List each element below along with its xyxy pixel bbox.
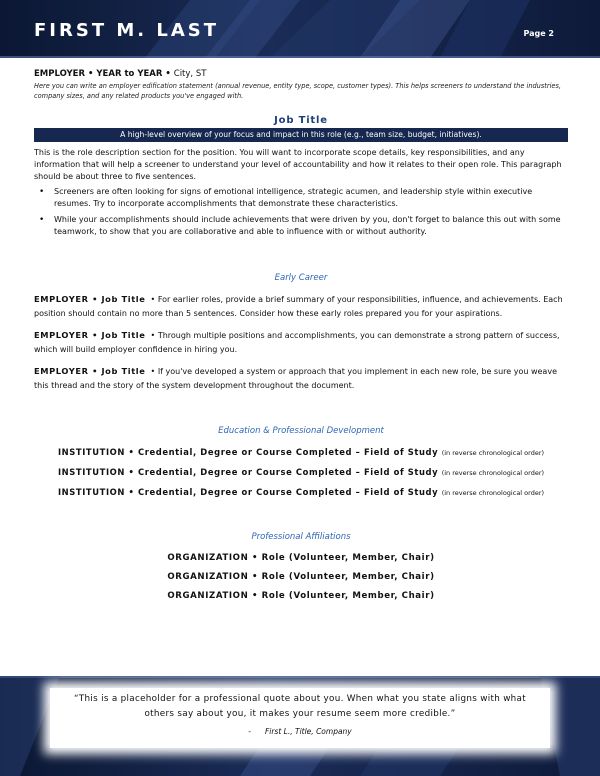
attribution-dash: -	[248, 727, 251, 736]
accomplishment-bullet: • Screeners are often looking for signs of emotional intelligence, strategic acumen, and leadership style within executive resumes. Try to incorporate accomplishments that demonstrate these characteristics.	[54, 186, 568, 210]
early-career-text: Through multiple positions and accomplishments, you can demonstrate a strong pattern of success, which will build employer confidence in hiring you.	[34, 331, 560, 354]
role-description: This is the role description section for the position. You will want to incorporate scope details, key responsibilities, and any information that will help a screener to understand your level of accountability and how it relates to their open role. This paragraph should be about three to five sentences.	[34, 148, 562, 181]
employment-dates: YEAR to YEAR	[96, 69, 163, 79]
education-item	[34, 462, 568, 482]
affiliation-item: ORGANIZATION • Role (Volunteer, Member, Chair)	[167, 572, 435, 582]
employer-name: EMPLOYER	[34, 69, 86, 79]
early-career-entry: EMPLOYER • Job Title • For earlier roles, provide a brief summary of your responsibilities, influence, and achievements. Each position should contain no more than 5 sentences. Consider how these early roles prepared you for your aspirations.	[34, 294, 563, 318]
role-overview-bar: A high-level overview of your focus and impact in this role (e.g., team size, budget, initiatives).	[34, 128, 568, 142]
education-note: (in reverse chronological order)	[441, 449, 545, 457]
early-career-entry: EMPLOYER • Job Title • Through multiple positions and accomplishments, you can demonstrate a strong pattern of success, which will build employer confidence in hiring you.	[34, 330, 560, 354]
candidate-name: FIRST M. LAST	[34, 20, 220, 41]
early-career-lead: EMPLOYER • Job Title	[34, 330, 146, 340]
edification-statement: Here you can write an employer edification statement (annual revenue, entity type, scope, customer types). This helps screeners to understand the industries, company sizes, and any related products you've engaged with.	[34, 82, 562, 100]
employer-city: City, ST	[173, 69, 207, 79]
early-career-lead: EMPLOYER • Job Title	[34, 366, 146, 376]
accomplishment-bullet: • While your accomplishments should include achievements that were driven by you, don't forget to balance this out with some teamwork, to show that you are collaborative and able to influence with or without authority.	[54, 214, 568, 238]
affiliation-item: ORGANIZATION • Role (Volunteer, Member, Chair)	[167, 591, 435, 601]
early-career-text: If you've developed a system or approach that you implement in each new role, be sure you weave this thread and the story of the system development throughout the document.	[34, 367, 557, 390]
education-credential: INSTITUTION • Credential, Degree or Course Completed – Field of Study	[57, 467, 439, 477]
quote-attribution	[50, 727, 550, 736]
education-note: (in reverse chronological order)	[441, 489, 545, 497]
education-credential: INSTITUTION • Credential, Degree or Course Completed – Field of Study	[57, 447, 439, 457]
footer-banner	[0, 676, 600, 776]
professional-quote: “This is a placeholder for a professional quote about you. When what you state aligns with what others say about you, it makes your resume seem more credible.”	[73, 694, 527, 719]
job-title: Job Title	[274, 115, 328, 126]
early-career-text: For earlier roles, provide a brief summary of your responsibilities, influence, and achievements. Each position should contain no more than 5 sentences. Consider how these early roles prepared you for your aspirations.	[34, 295, 563, 318]
resume-body	[34, 69, 568, 606]
page-number: Page 2	[523, 29, 554, 38]
header-banner	[0, 0, 600, 58]
education-note: (in reverse chronological order)	[441, 469, 545, 477]
early-career-entry: EMPLOYER • Job Title • If you've developed a system or approach that you implement in each new role, be sure you weave this thread and the story of the system development throughout the document.	[34, 366, 557, 390]
employer-line: EMPLOYER • YEAR to YEAR • City, ST	[34, 69, 207, 79]
early-career-lead: EMPLOYER • Job Title	[34, 294, 146, 304]
quote-box	[50, 688, 550, 748]
education-credential: INSTITUTION • Credential, Degree or Course Completed – Field of Study	[57, 487, 439, 497]
affiliation-item: ORGANIZATION • Role (Volunteer, Member, Chair)	[167, 553, 435, 563]
education-item	[34, 482, 568, 502]
education-heading: Education & Professional Development	[218, 426, 384, 436]
affiliations-heading: Professional Affiliations	[251, 532, 351, 542]
early-career-heading: Early Career	[274, 273, 328, 283]
attribution-text: First L., Title, Company	[264, 727, 352, 736]
education-item	[34, 442, 568, 462]
accomplishment-list	[34, 186, 568, 238]
early-career-list	[34, 292, 568, 393]
